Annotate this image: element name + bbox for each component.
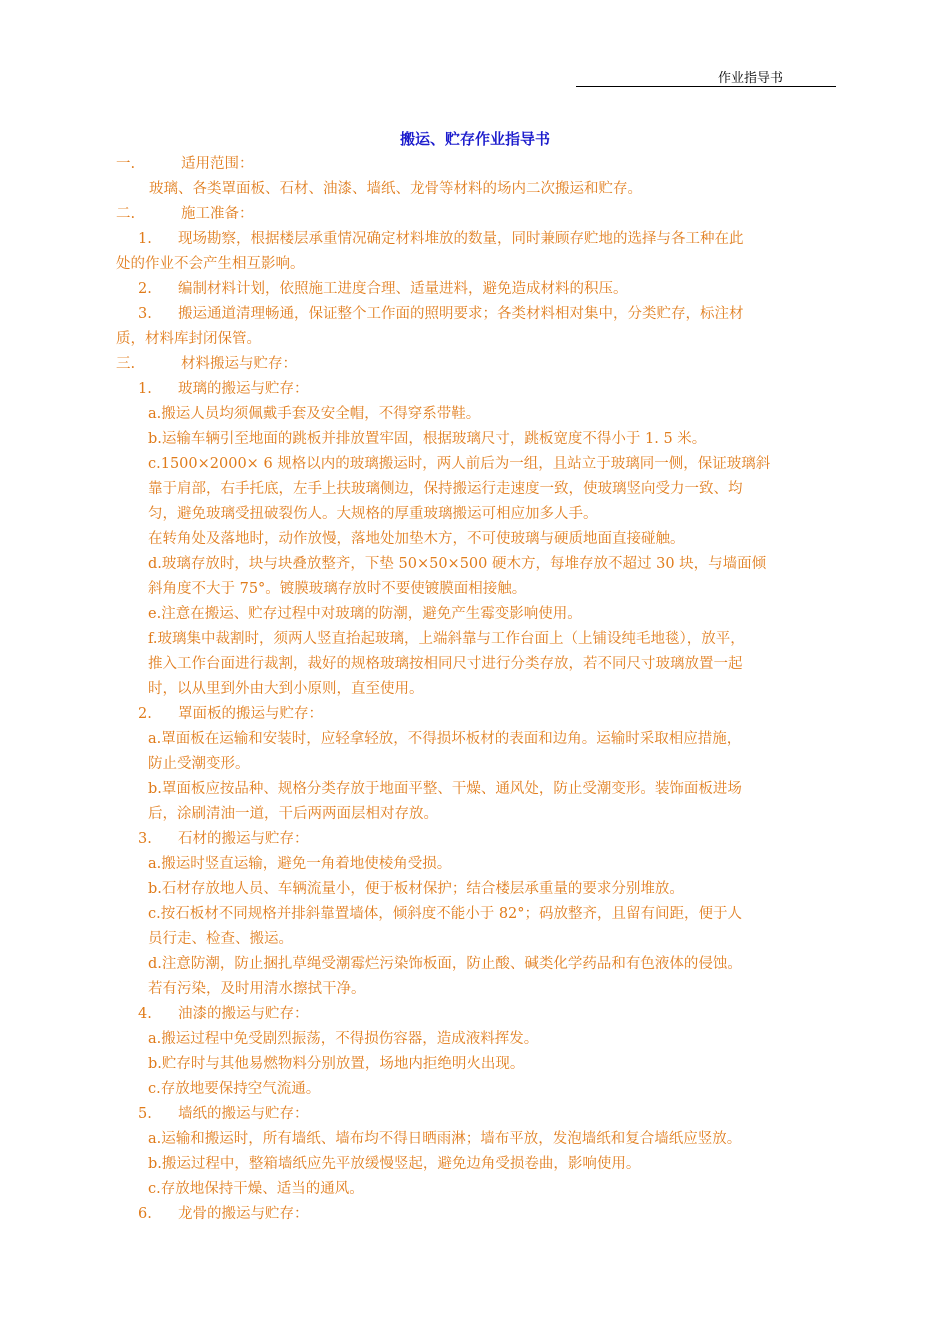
paragraph-line: 斜角度不大于 75°。镀膜玻璃存放时不要使镀膜面相接触。	[148, 581, 527, 597]
subsection-number: 6.	[138, 1206, 152, 1222]
paragraph: 玻璃、各类罩面板、石材、油漆、墙纸、龙骨等材料的场内二次搬运和贮存。	[149, 181, 642, 197]
paragraph-line: b.贮存时与其他易燃物料分别放置，场地内拒绝明火出现。	[148, 1056, 525, 1072]
document-title: 搬运、贮存作业指导书	[399, 130, 550, 148]
header-rule	[576, 86, 836, 87]
list-item	[116, 227, 848, 252]
item-number: 3.	[138, 306, 152, 322]
subsection-number: 2.	[138, 706, 152, 722]
section-heading	[116, 202, 848, 227]
subsection-heading	[116, 827, 848, 852]
subsection-title: 油漆的搬运与贮存：	[178, 1006, 309, 1022]
section-number: 一.	[116, 156, 136, 172]
paragraph-line: b.运输车辆引至地面的跳板并排放置牢固，根据玻璃尺寸，跳板宽度不得小于 1. 5 米。	[148, 431, 707, 447]
paragraph-line: a.搬运过程中免受剧烈振荡，不得损伤容器，造成液料挥发。	[148, 1031, 539, 1047]
section-number: 三.	[116, 356, 136, 372]
paragraph-line: c.存放地要保持空气流通。	[148, 1081, 321, 1097]
subsection-heading	[116, 1202, 848, 1227]
paragraph-line: a.搬运时竖直运输，避免一角着地使棱角受损。	[148, 856, 452, 872]
paragraph-line: c.存放地保持干燥、适当的通风。	[148, 1181, 364, 1197]
subsection-title: 玻璃的搬运与贮存：	[178, 381, 309, 397]
section-heading	[116, 152, 848, 177]
paragraph-line: 员行走、检查、搬运。	[148, 931, 293, 947]
paragraph-line: 防止受潮变形。	[148, 756, 250, 772]
subsection-title: 墙纸的搬运与贮存：	[178, 1106, 309, 1122]
paragraph-line: c.1500×2000× 6 规格以内的玻璃搬运时，两人前后为一组，且站立于玻璃同一侧，保证玻璃斜	[148, 456, 771, 472]
paragraph-line: 时，以从里到外由大到小原则，直至使用。	[148, 681, 424, 697]
paragraph-line: b.石材存放地人员、车辆流量小，便于板材保护；结合楼层承重量的要求分别堆放。	[148, 881, 684, 897]
paragraph-line: d.玻璃存放时，块与块叠放整齐，下垫 50×50×500 硬木方，每堆存放不超过 30 块，与墙面倾	[148, 556, 767, 572]
paragraph-line: b.罩面板应按品种、规格分类存放于地面平整、干燥、通风处，防止受潮变形。装饰面板进场	[148, 781, 742, 797]
item-text: 搬运通道清理畅通，保证整个工作面的照明要求；各类材料相对集中，分类贮存，标注材	[178, 306, 744, 322]
document-body	[116, 152, 848, 1227]
item-number: 1.	[138, 231, 152, 247]
header-label: 作业指导书	[717, 71, 783, 86]
paragraph-line: b.搬运过程中，整箱墙纸应先平放缓慢竖起，避免边角受损卷曲，影响使用。	[148, 1156, 641, 1172]
subsection-title: 石材的搬运与贮存：	[178, 831, 309, 847]
subsection-number: 5.	[138, 1106, 152, 1122]
section-heading	[116, 352, 848, 377]
subsection-title: 罩面板的搬运与贮存：	[178, 706, 323, 722]
subsection-heading	[116, 377, 848, 402]
paragraph-line: f.玻璃集中裁割时，须两人竖直抬起玻璃，上端斜靠与工作台面上（上铺设纯毛地毯），放平，	[148, 631, 745, 647]
paragraph-line: 在转角处及落地时，动作放慢，落地处加垫木方，不可使玻璃与硬质地面直接碰触。	[148, 531, 685, 547]
item-number: 2.	[138, 281, 152, 297]
list-item	[116, 277, 848, 302]
section-title: 材料搬运与贮存：	[181, 356, 297, 372]
paragraph-line: a.搬运人员均须佩戴手套及安全帽，不得穿系带鞋。	[148, 406, 481, 422]
paragraph-line: e.注意在搬运、贮存过程中对玻璃的防潮，避免产生霉变影响使用。	[148, 606, 582, 622]
section-title: 施工准备：	[181, 206, 254, 222]
subsection-title: 龙骨的搬运与贮存：	[178, 1206, 309, 1222]
paragraph-line: 若有污染，及时用清水擦拭干净。	[148, 981, 366, 997]
subsection-number: 1.	[138, 381, 152, 397]
item-text: 编制材料计划，依照施工进度合理、适量进料，避免造成材料的积压。	[178, 281, 628, 297]
subsection-heading	[116, 1002, 848, 1027]
paragraph-line: d.注意防潮，防止捆扎草绳受潮霉烂污染饰板面，防止酸、碱类化学药品和有色液体的侵蚀。	[148, 956, 742, 972]
subsection-number: 4.	[138, 1006, 152, 1022]
item-text-continued: 处的作业不会产生相互影响。	[116, 256, 305, 272]
subsection-heading	[116, 702, 848, 727]
paragraph-line: 推入工作台面进行裁割，裁好的规格玻璃按相同尺寸进行分类存放，若不同尺寸玻璃放置一起	[148, 656, 743, 672]
paragraph-line: c.按石板材不同规格并排斜靠置墙体，倾斜度不能小于 82°；码放整齐，且留有间距，便于人	[148, 906, 743, 922]
item-text-continued: 质，材料库封闭保管。	[116, 331, 261, 347]
paragraph-line: a.罩面板在运输和安装时，应轻拿轻放，不得损坏板材的表面和边角。运输时采取相应措施，	[148, 731, 742, 747]
item-text: 现场勘察，根据楼层承重情况确定材料堆放的数量，同时兼顾存贮地的选择与各工种在此	[178, 231, 744, 247]
section-number: 二.	[116, 206, 136, 222]
subsection-number: 3.	[138, 831, 152, 847]
paragraph-line: 靠于肩部，右手托底，左手上扶玻璃侧边，保持搬运行走速度一致，使玻璃竖向受力一致、均	[148, 481, 743, 497]
subsection-heading	[116, 1102, 848, 1127]
section-title: 适用范围：	[181, 156, 254, 172]
paragraph-line: 后，涂刷清油一道，干后两两面层相对存放。	[148, 806, 438, 822]
paragraph-line: a.运输和搬运时，所有墙纸、墙布均不得日晒雨淋；墙布平放，发泡墙纸和复合墙纸应竖放。	[148, 1131, 742, 1147]
paragraph-line: 匀，避免玻璃受扭破裂伤人。大规格的厚重玻璃搬运可相应加多人手。	[148, 506, 598, 522]
list-item	[116, 302, 848, 327]
